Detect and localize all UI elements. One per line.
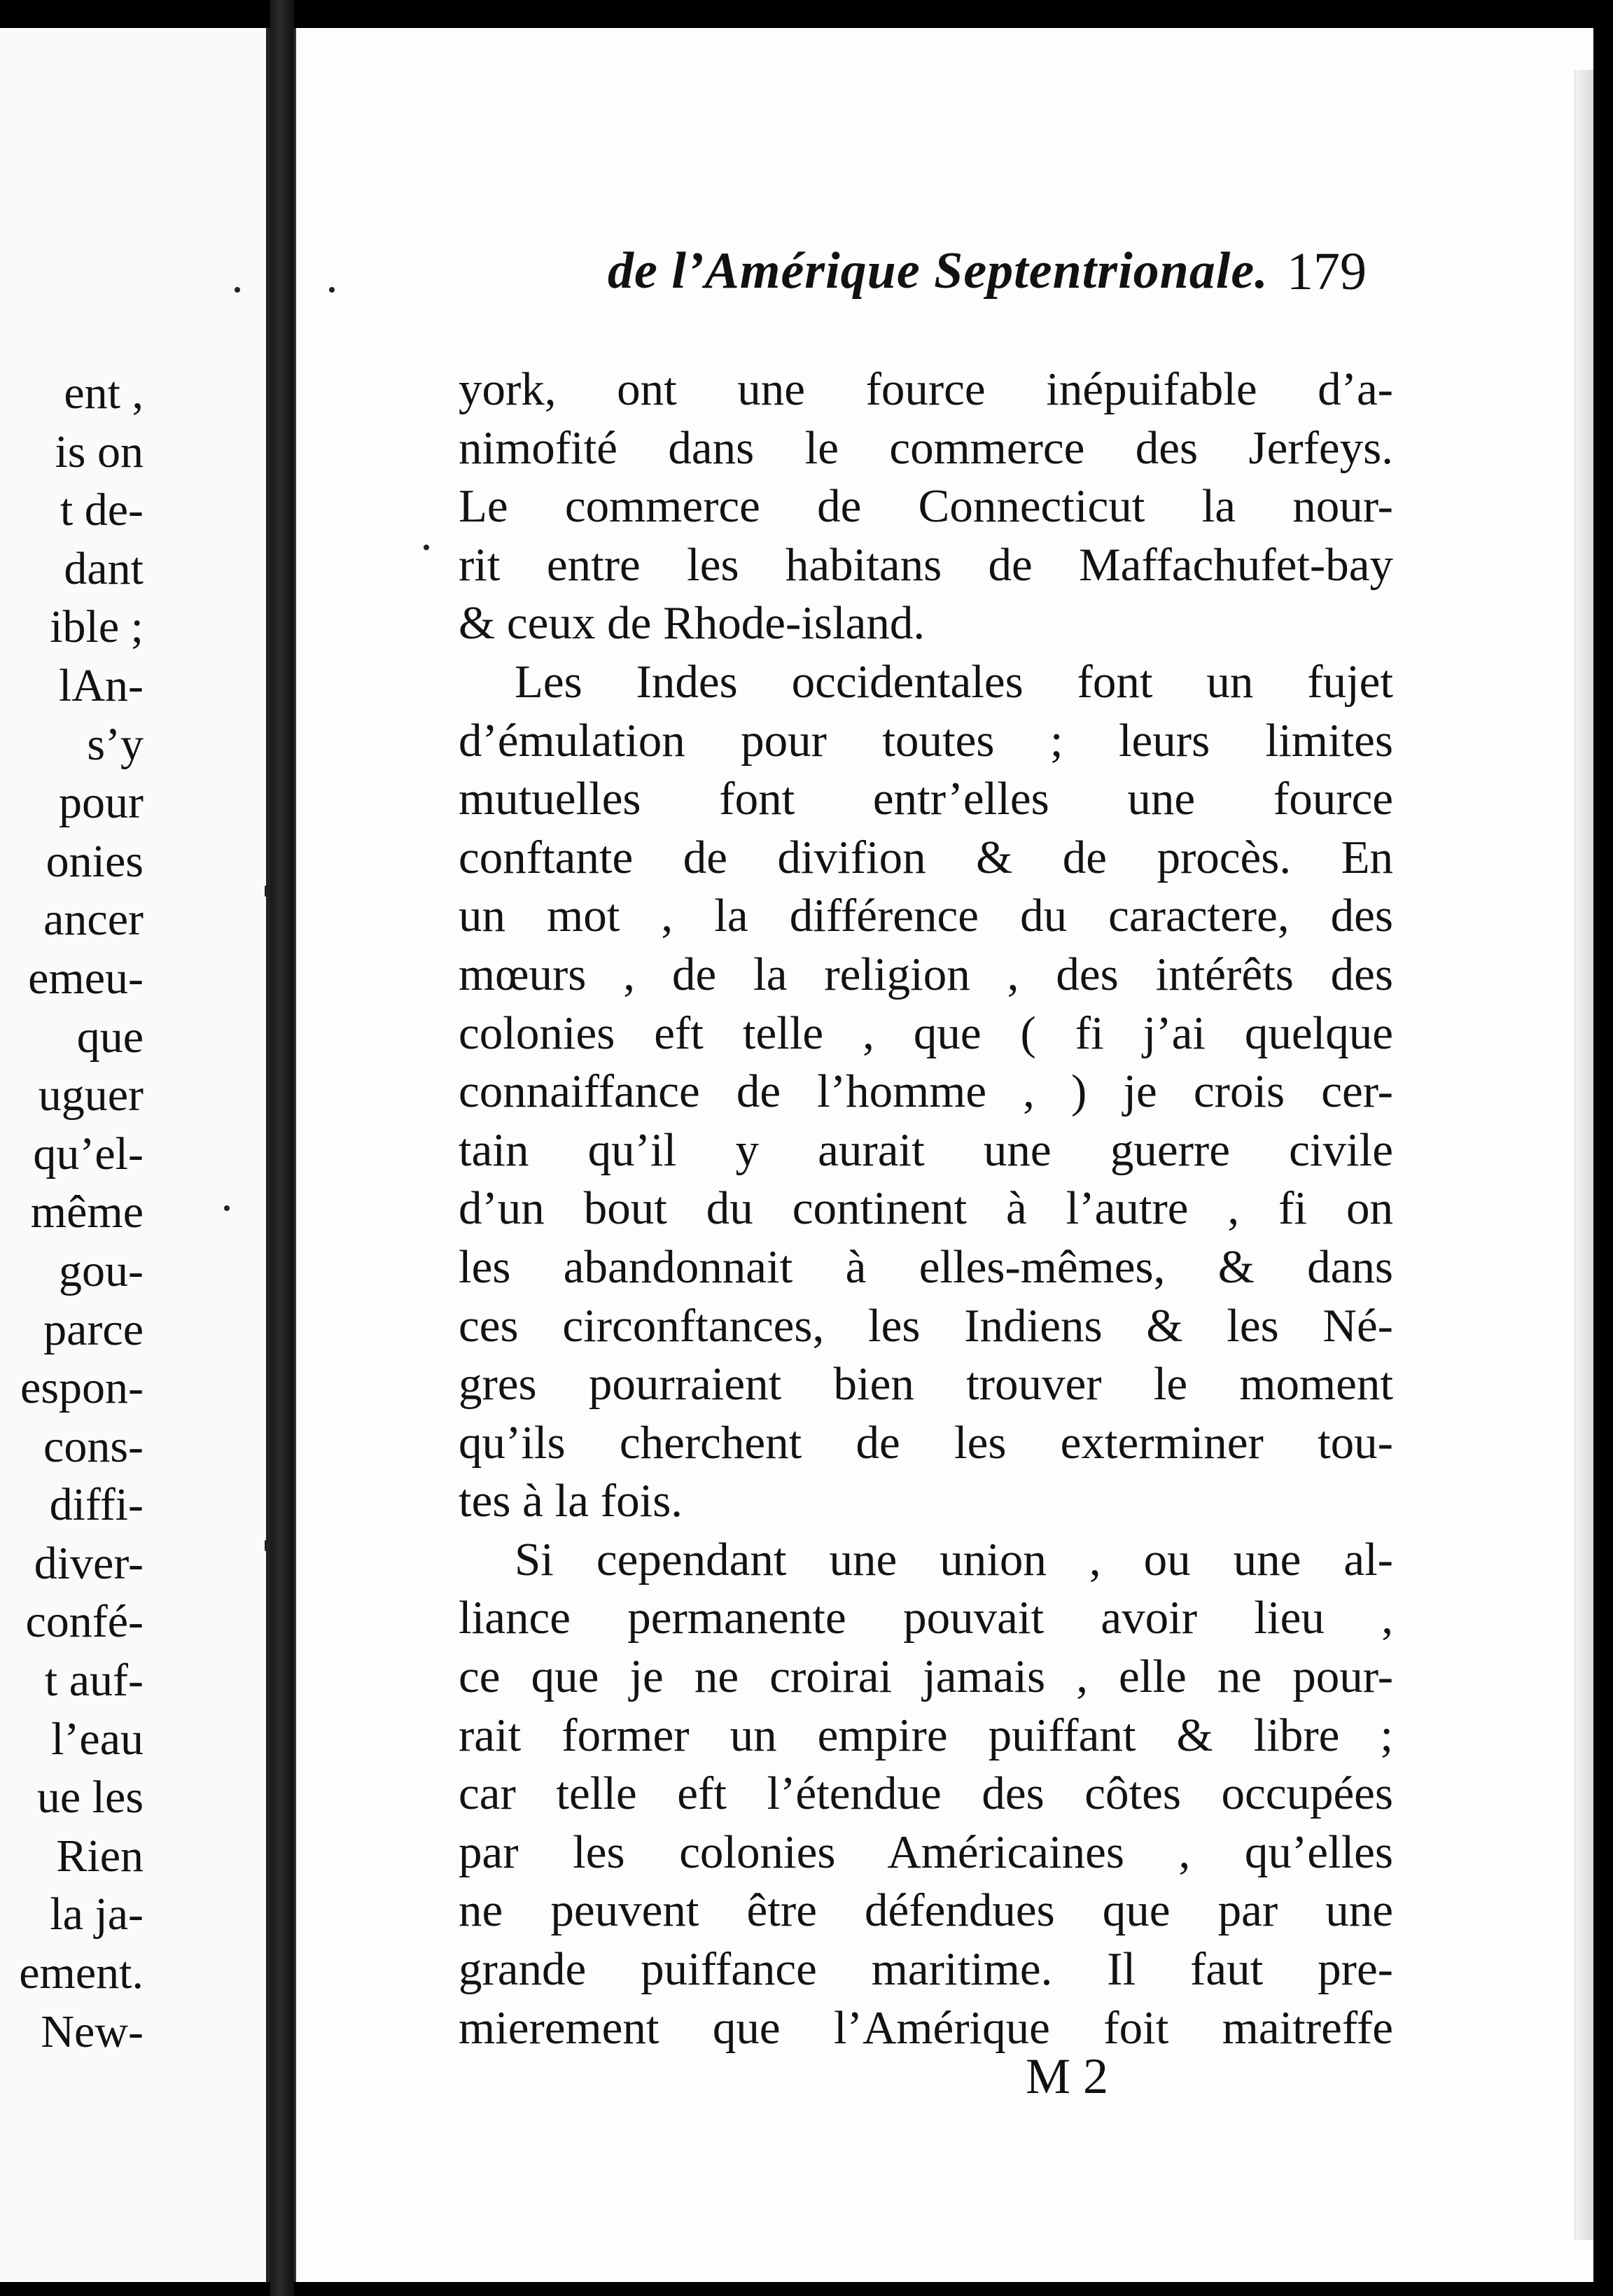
text-line: liance permanente pouvait avoir lieu , xyxy=(459,1592,1393,1644)
previous-page-line: gou- xyxy=(59,1245,144,1296)
text-line: connaiffance de l’homme , ) je crois cer- xyxy=(459,1065,1393,1118)
page-edge xyxy=(1574,70,1593,2240)
text-line: nimofité dans le commerce des Jerfeys. xyxy=(459,421,1393,474)
text-line: york, ont une fource inépuifable d’a- xyxy=(459,363,1393,415)
previous-page-line: ent , xyxy=(64,368,144,419)
text-line: par les colonies Américaines , qu’elles xyxy=(459,1826,1393,1878)
previous-page-fragment xyxy=(0,28,270,2282)
previous-page-line: la ja- xyxy=(50,1889,144,1940)
previous-page-line: espon- xyxy=(20,1362,144,1414)
text-line: colonies eft telle , que ( fi j’ai quelque xyxy=(459,1007,1393,1059)
previous-page-line: s’y xyxy=(87,718,144,770)
previous-page-line: dant xyxy=(64,542,144,594)
previous-page-text xyxy=(19,364,144,2061)
text-line: Les Indes occidentales font un fujet xyxy=(515,655,1393,708)
text-line: ne peuvent être défendues que par une xyxy=(459,1884,1393,1937)
previous-page-line: ancer xyxy=(43,894,144,946)
previous-page-line: emeu- xyxy=(28,952,144,1004)
text-line: un mot , la différence du caractere, des xyxy=(459,890,1393,942)
text-line: d’émulation pour toutes ; leurs limites xyxy=(459,714,1393,766)
previous-page-line: lAn- xyxy=(59,659,144,711)
previous-page-line: pour xyxy=(59,777,144,829)
previous-page-line: que xyxy=(76,1011,144,1063)
print-speck xyxy=(265,1540,269,1551)
print-speck xyxy=(329,287,335,293)
previous-page-line: t de- xyxy=(60,484,144,536)
text-line: qu’ils cherchent de les exterminer tou- xyxy=(459,1416,1393,1469)
text-line: rit entre les habitans de Maffachufet-bay xyxy=(459,538,1393,591)
print-speck xyxy=(424,545,429,550)
text-line: car telle eft l’étendue des côtes occupées xyxy=(459,1768,1393,1820)
text-line: mœurs , de la religion , des intérêts des xyxy=(459,948,1393,1000)
book-gutter xyxy=(270,0,294,2296)
text-line: ce que je ne croirai jamais , elle ne pour- xyxy=(459,1651,1393,1703)
text-line: Le commerce de Connecticut la nour- xyxy=(459,480,1393,533)
text-line: conftante de divifion & de procès. En xyxy=(459,831,1393,883)
previous-page-line: uguer xyxy=(38,1070,144,1121)
previous-page-line: même xyxy=(30,1186,144,1238)
text-line: d’un bout du continent à l’autre , fi on xyxy=(459,1182,1393,1235)
previous-page-line: is on xyxy=(55,426,144,477)
page-body-text xyxy=(459,360,1393,2057)
text-line: grande puiffance maritime. Il faut pre- xyxy=(459,1943,1393,1996)
print-speck xyxy=(235,287,240,293)
text-line: mutuelles font entr’elles une fource xyxy=(459,773,1393,825)
previous-page-line: ement. xyxy=(19,1947,144,1999)
previous-page-line: qu’el- xyxy=(33,1128,144,1180)
previous-page-line: diffi- xyxy=(49,1479,144,1531)
text-line: Si cependant une union , ou une al- xyxy=(515,1533,1393,1586)
previous-page-line: New- xyxy=(41,2005,144,2057)
text-line: mierement que l’Amérique foit maitreffe xyxy=(459,2001,1393,2054)
running-head: de l’Amérique Septentrionale. xyxy=(608,242,1269,300)
previous-page-line: t auf- xyxy=(44,1655,144,1707)
text-line: tes à la fois. xyxy=(459,1475,683,1527)
previous-page-line: ue les xyxy=(36,1772,144,1823)
previous-page-line: parce xyxy=(43,1303,144,1355)
print-speck xyxy=(265,886,269,897)
previous-page-line: diver- xyxy=(34,1537,144,1589)
previous-page-line: confé- xyxy=(25,1596,144,1648)
text-line: rait former un empire puiffant & libre ; xyxy=(459,1709,1393,1761)
previous-page-line: Rien xyxy=(56,1830,144,1882)
print-speck xyxy=(224,1205,230,1211)
page-number: 179 xyxy=(1287,242,1367,301)
previous-page-line: onies xyxy=(46,835,144,887)
text-line: gres pourraient bien trouver le moment xyxy=(459,1358,1393,1410)
signature-mark: M 2 xyxy=(1026,2048,1109,2104)
text-line: les abandonnait à elles-mêmes, & dans xyxy=(459,1240,1393,1293)
text-line: tain qu’il y aurait une guerre civile xyxy=(459,1124,1393,1176)
text-line: ces circonftances, les Indiens & les Né- xyxy=(459,1299,1393,1352)
previous-page-line: ible ; xyxy=(50,601,144,653)
text-line: & ceux de Rhode-island. xyxy=(459,597,926,650)
previous-page-line: l’eau xyxy=(51,1713,144,1765)
previous-page-line: cons- xyxy=(43,1420,144,1472)
